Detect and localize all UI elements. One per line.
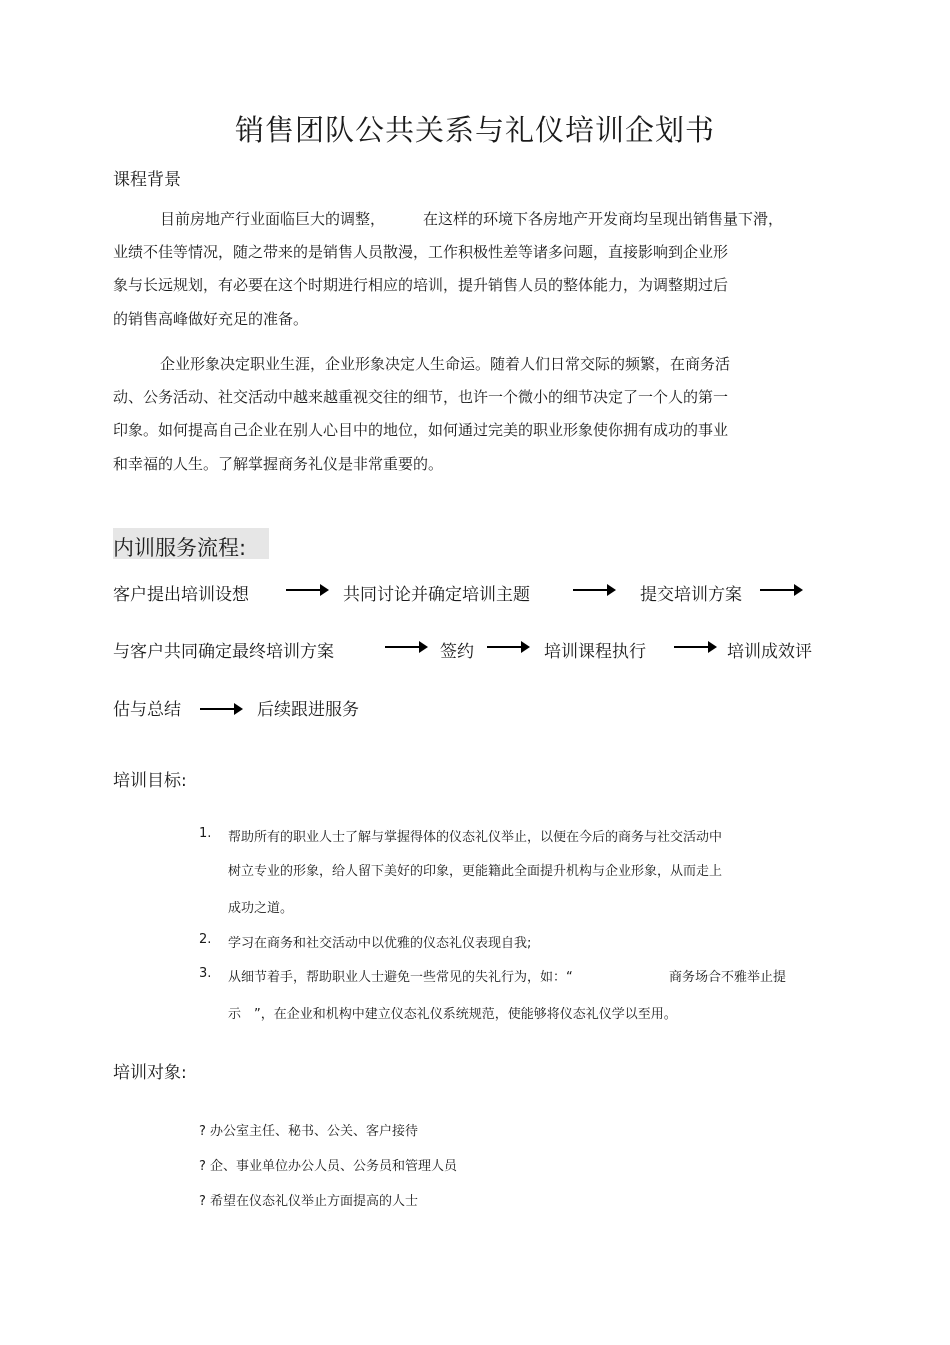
paragraph-line: 和幸福的人生。了解掌握商务礼仪是非常重要的。 <box>113 455 444 473</box>
goal-line: 树立专业的形象，给人留下美好的印象，更能籍此全面提升机构与企业形象，从而走上 <box>228 864 723 879</box>
flow-arrow-icon <box>487 641 530 653</box>
targets-heading: 培训对象: <box>113 1063 187 1083</box>
target-list-item: ? 办公室主任、秘书、公关、客户接待 <box>199 1124 419 1139</box>
flow-arrow-icon <box>760 584 803 596</box>
goal-line: 从细节着手，帮助职业人士避免一些常见的失礼行为，如：“ <box>228 970 573 985</box>
paragraph-line: 在这样的环境下各房地产开发商均呈现出销售量下滑， <box>423 210 784 228</box>
document-title: 销售团队公共关系与礼仪培训企划书 <box>234 113 715 147</box>
paragraph-line: 的销售高峰做好充足的准备。 <box>113 310 309 328</box>
flow-arrow-icon <box>385 641 428 653</box>
process-step: 培训课程执行 <box>544 642 646 662</box>
paragraph-line: 企业形象决定职业生涯，企业形象决定人生命运。随着人们日常交际的频繁，在商务活 <box>160 355 731 373</box>
process-step: 后续跟进服务 <box>257 700 359 720</box>
target-list-item: ? 企、事业单位办公人员、公务员和管理人员 <box>199 1159 458 1174</box>
paragraph-line: 动、公务活动、社交活动中越来越重视交往的细节，也许一个微小的细节决定了一个人的第一 <box>113 388 729 406</box>
goals-heading: 培训目标: <box>113 771 187 791</box>
process-heading: 内训服务流程: <box>113 536 247 560</box>
goal-number: 1. <box>199 826 212 841</box>
goal-number: 3. <box>199 966 212 981</box>
process-step: 估与总结 <box>113 700 181 720</box>
paragraph-line: 象与长远规划，有必要在这个时期进行相应的培训，提升销售人员的整体能力，为调整期过后 <box>113 276 729 294</box>
paragraph-line: 目前房地产行业面临巨大的调整， <box>160 210 386 228</box>
goal-line: 成功之道。 <box>228 901 294 916</box>
background-heading: 课程背景 <box>113 170 181 190</box>
flow-arrow-icon <box>286 584 329 596</box>
goal-line: 帮助所有的职业人士了解与掌握得体的仪态礼仪举止，以便在今后的商务与社交活动中 <box>228 830 723 845</box>
goal-line: 学习在商务和社交活动中以优雅的仪态礼仪表现自我; <box>228 936 532 951</box>
goal-line: 商务场合不雅举止提 <box>669 970 787 985</box>
flow-arrow-icon <box>674 641 717 653</box>
flow-arrow-icon <box>200 703 243 715</box>
target-list-item: ? 希望在仪态礼仪举止方面提高的人士 <box>199 1194 419 1209</box>
flow-arrow-icon <box>573 584 616 596</box>
process-step: 培训成效评 <box>727 642 812 662</box>
goal-number: 2. <box>199 932 212 947</box>
paragraph-line: 业绩不佳等情况，随之带来的是销售人员散漫，工作积极性差等诸多问题，直接影响到企业形 <box>113 243 729 261</box>
process-step: 提交培训方案 <box>640 585 742 605</box>
process-step: 签约 <box>440 642 474 662</box>
process-step: 与客户共同确定最终培训方案 <box>113 642 334 662</box>
process-step: 客户提出培训设想 <box>113 585 249 605</box>
paragraph-line: 印象。如何提高自己企业在别人心目中的地位，如何通过完美的职业形象使你拥有成功的事业 <box>113 421 729 439</box>
goal-line: 示 ”，在企业和机构中建立仪态礼仪系统规范，使能够将仪态礼仪学以至用。 <box>228 1007 677 1022</box>
process-step: 共同讨论并确定培训主题 <box>343 585 530 605</box>
